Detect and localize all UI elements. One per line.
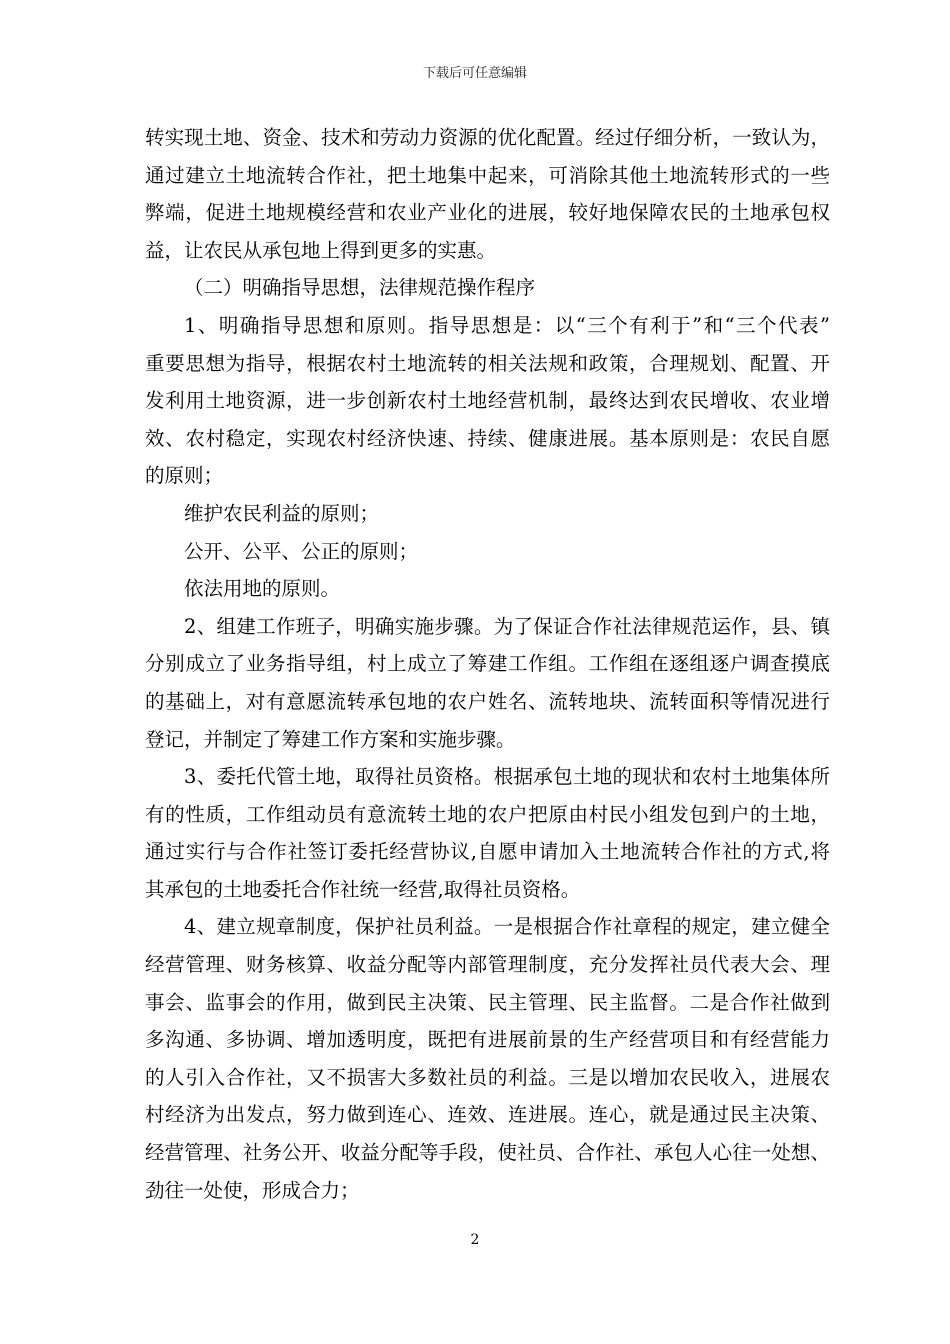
text-line: 重要思想为指导，根据农村土地流转的相关法规和政策，合理规划、配置、开 [145, 351, 830, 375]
text-line: 2、组建工作班子，明确实施步骤。为了保证合作社法律规范运作，县、镇 [184, 614, 830, 638]
text-line: 通过建立土地流转合作社，把土地集中起来，可消除其他土地流转形式的一些 [145, 163, 830, 187]
text-line: 的原则； [145, 464, 224, 488]
text-line: 事会、监事会的作用，做到民主决策、民主管理、民主监督。二是合作社做到 [145, 990, 830, 1014]
paragraph [145, 307, 830, 495]
page-number: 2 [470, 1232, 480, 1248]
document-body [145, 119, 830, 1209]
text-line: 发利用土地资源，进一步创新农村土地经营机制，最终达到农民增收、农业增 [145, 389, 830, 413]
text-line: 经营管理、财务核算、收益分配等内部管理制度，充分发挥社员代表大会、理 [145, 953, 830, 977]
text-line: 劲往一处使，形成合力； [145, 1178, 360, 1202]
paragraph [145, 608, 830, 758]
text-line: 经营管理、社务公开、收益分配等手段，使社员、合作社、承包人心往一处想、 [145, 1141, 830, 1165]
paragraph [145, 119, 830, 269]
paragraph [145, 495, 830, 533]
paragraph [145, 758, 830, 908]
text-line: 的人引入合作社，又不损害大多数社员的利益。三是以增加农民收入，进展农 [145, 1065, 830, 1089]
paragraph [145, 570, 830, 608]
text-line: 分别成立了业务指导组，村上成立了筹建工作组。工作组在逐组逐户调查摸底 [145, 652, 830, 676]
text-line: 通过实行与合作社签订委托经营协议,自愿申请加入土地流转合作社的方式,将 [145, 840, 830, 864]
text-line: 其承包的土地委托合作社统一经营,取得社员资格。 [145, 877, 581, 901]
paragraph [145, 908, 830, 1209]
text-line: 公开、公平、公正的原则； [184, 539, 419, 563]
text-line: 转实现土地、资金、技术和劳动力资源的优化配置。经过仔细分析，一致认为， [145, 126, 830, 149]
text-line: 有的性质，工作组动员有意流转土地的农户把原由村民小组发包到户的土地， [145, 802, 830, 826]
text-line: 3、委托代管土地，取得社员资格。根据承包土地的现状和农村土地集体所 [184, 765, 830, 789]
text-line: 4、建立规章制度，保护社员利益。一是根据合作社章程的规定，建立健全 [184, 915, 830, 939]
text-line: 多沟通、多协调、增加透明度，既把有进展前景的生产经营项目和有经营能力 [145, 1028, 830, 1052]
text-line: 依法用地的原则。 [184, 577, 341, 601]
text-line: 登记，并制定了筹建工作方案和实施步骤。 [145, 727, 516, 751]
paragraph [145, 533, 830, 571]
text-line: 村经济为出发点，努力做到连心、连效、连进展。连心，就是通过民主决策、 [145, 1103, 830, 1127]
text-line: （二）明确指导思想，法律规范操作程序 [184, 276, 536, 300]
text-line: 益，让农民从承包地上得到更多的实惠。 [145, 238, 497, 262]
text-line: 1、明确指导思想和原则。指导思想是：以“三个有利于”和“三个代表” [184, 313, 830, 337]
section-heading [145, 269, 830, 307]
page-header: 下载后可任意编辑 [422, 66, 527, 81]
text-line: 维护农民利益的原则； [184, 501, 380, 525]
text-line: 效、农村稳定，实现农村经济快速、持续、健康进展。基本原则是：农民自愿 [145, 426, 830, 450]
text-line: 弊端，促进土地规模经营和农业产业化的进展，较好地保障农民的土地承包权 [145, 201, 830, 225]
text-line: 的基础上，对有意愿流转承包地的农户姓名、流转地块、流转面积等情况进行 [145, 689, 830, 713]
